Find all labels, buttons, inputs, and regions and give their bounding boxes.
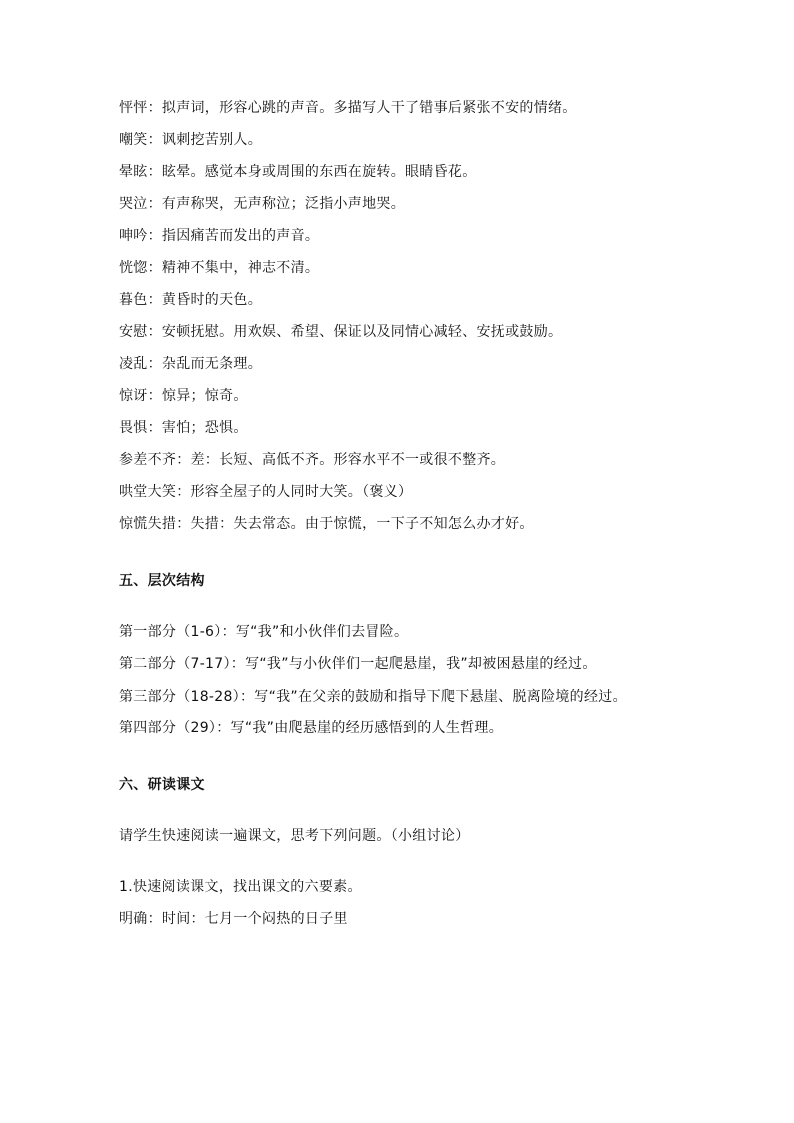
spacer xyxy=(119,546,679,571)
question-1: 1.快速阅读课文，找出课文的六要素。 xyxy=(119,879,362,895)
vocab-entry: 暮色：黄昏时的天色。 xyxy=(119,292,262,308)
section-heading-structure: 五、层次结构 xyxy=(119,573,205,589)
vocab-entry: 嘲笑：讽刺挖苦别人。 xyxy=(119,132,262,148)
vocab-entry: 哭泣：有声称哭，无声称泣；泛指小声地哭。 xyxy=(119,196,405,212)
vocab-entry: 安慰：安顿抚慰。用欢娱、希望、保证以及同情心减轻、安抚或鼓励。 xyxy=(119,324,563,340)
page-content xyxy=(119,98,679,941)
spacer xyxy=(119,796,679,826)
section-heading-reading: 六、研读课文 xyxy=(119,777,205,793)
vocab-entry: 呻吟：指因痛苦而发出的声音。 xyxy=(119,228,320,244)
vocab-entry: 惊慌失措：失措：失去常态。由于惊慌，一下子不知怎么办才好。 xyxy=(119,516,534,532)
structure-part: 第一部分（1-6）：写“我”和小伙伴们去冒险。 xyxy=(119,624,409,640)
structure-part: 第四部分（29）：写“我”由爬悬崖的经历感悟到的人生哲理。 xyxy=(119,720,504,736)
answer-1: 明确：时间：七月一个闷热的日子里 xyxy=(119,911,348,927)
vocab-entry: 凌乱：杂乱而无条理。 xyxy=(119,356,262,372)
vocab-entry: 参差不齐：差：长短、高低不齐。形容水平不一或很不整齐。 xyxy=(119,452,506,468)
vocab-entry: 晕眩：眩晕。感觉本身或周围的东西在旋转。眼睛昏花。 xyxy=(119,164,477,180)
reading-intro: 请学生快速阅读一遍课文，思考下列问题。（小组讨论） xyxy=(119,828,470,844)
structure-part: 第二部分（7-17）：写“我”与小伙伴们一起爬悬崖，我”却被困悬崖的经过。 xyxy=(119,656,597,672)
spacer xyxy=(119,750,679,775)
spacer xyxy=(119,592,679,622)
vocab-entry: 畏惧：害怕；恐惧。 xyxy=(119,420,248,436)
spacer xyxy=(119,858,679,877)
vocab-entry: 恍惚：精神不集中，神志不清。 xyxy=(119,260,320,276)
vocab-entry: 惊讶：惊异；惊奇。 xyxy=(119,388,248,404)
vocab-entry: 哄堂大笑：形容全屋子的人同时大笑。（褒义） xyxy=(119,484,413,500)
structure-part: 第三部分（18-28）：写“我”在父亲的鼓励和指导下爬下悬崖、脱离险境的经过。 xyxy=(119,689,627,705)
vocab-entry: 怦怦：拟声词，形容心跳的声音。多描写人干了错事后紧张不安的情绪。 xyxy=(119,100,577,116)
